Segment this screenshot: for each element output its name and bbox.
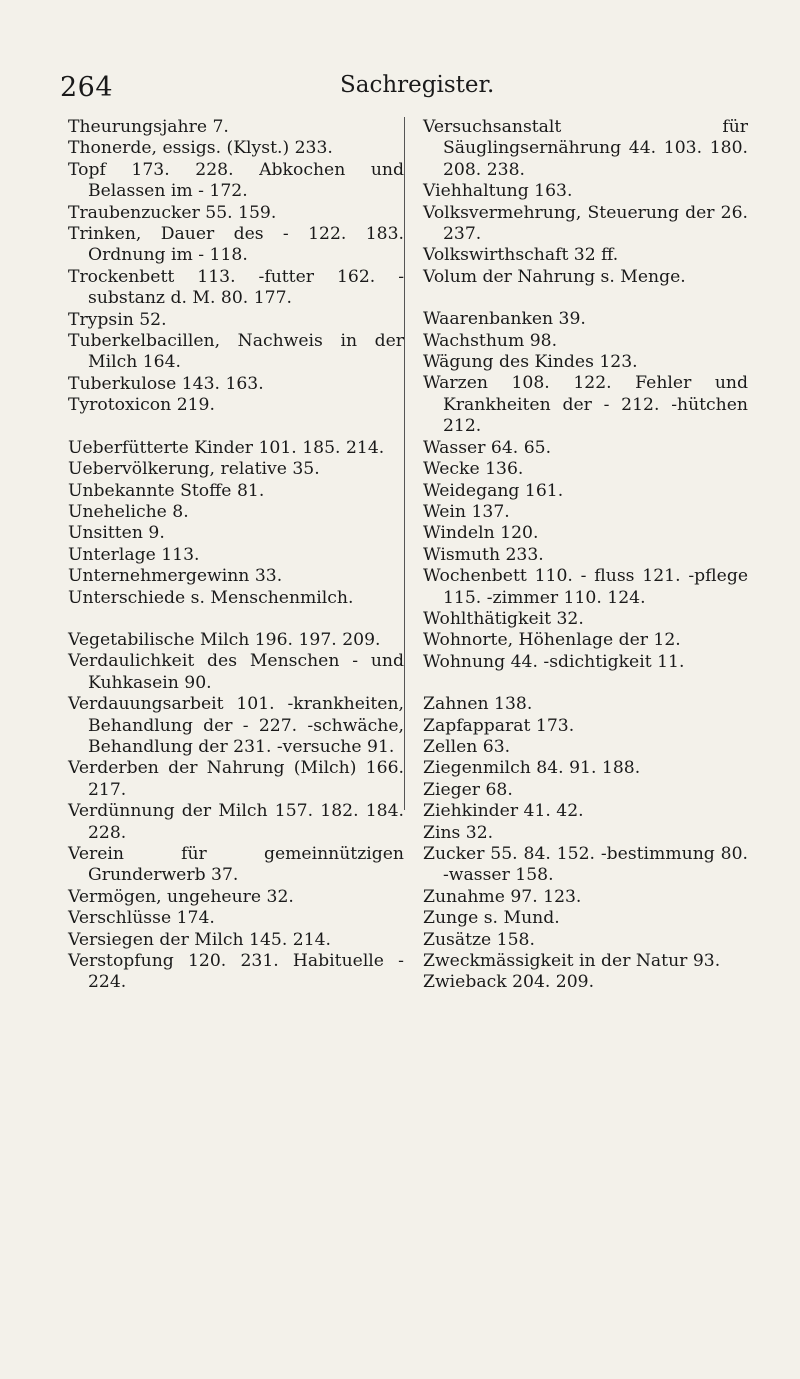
index-entry: Wohnung 44. -sdichtigkeit 11. <box>423 651 685 672</box>
index-section-v <box>68 630 404 994</box>
index-entry: Zucker 55. 84. 152. -bestimmung 80. -wasser 158. <box>423 844 748 886</box>
index-entry: Wecke 136. <box>423 459 524 480</box>
index-entry: Uebervölkerung, relative 35. <box>68 459 320 480</box>
index-entry: Weidegang 161. <box>423 480 564 501</box>
index-entry: Zahnen 138. <box>423 694 533 715</box>
index-entry: Vermögen, ungeheure 32. <box>68 886 294 907</box>
index-entry: Verschlüsse 174. <box>68 908 215 929</box>
index-entry: Trinken, Dauer des - 122. 183. Ordnung im - 118. <box>68 224 404 266</box>
index-entry: Versiegen der Milch 145. 214. <box>68 929 332 950</box>
index-section-z <box>423 694 748 994</box>
column-divider <box>404 117 405 810</box>
index-entry: Wohnorte, Höhenlage der 12. <box>423 630 681 651</box>
page-number: 264 <box>60 72 114 103</box>
index-entry: Waarenbanken 39. <box>423 309 586 330</box>
index-entry: Wasser 64. 65. <box>423 437 552 458</box>
index-entry: Ziegenmilch 84. 91. 188. <box>423 758 641 779</box>
index-entry: Wachsthum 98. <box>423 330 558 351</box>
index-column-right <box>423 117 748 1015</box>
index-entry: Topf 173. 228. Abkochen und Belassen im - 172. <box>68 159 404 202</box>
index-entry: Zunge s. Mund. <box>423 908 560 929</box>
index-entry: Tyrotoxicon 219. <box>68 395 215 416</box>
index-entry: Unternehmergewinn 33. <box>68 566 283 587</box>
index-entry: Tuberkulose 143. 163. <box>68 373 264 394</box>
index-entry: Wismuth 233. <box>423 544 544 565</box>
index-entry: Wein 137. <box>423 501 510 522</box>
page-header <box>60 72 740 112</box>
index-entry: Volksvermehrung, Steuerung der 26. 237. <box>423 202 748 245</box>
index-entry: Vegetabilische Milch 196. 197. 209. <box>68 629 381 650</box>
index-entry: Trockenbett 113. -futter 162. -substanz d. M. 80. 177. <box>68 266 404 309</box>
index-entry: Unsitten 9. <box>68 523 165 544</box>
index-entry: Wochenbett 110. - fluss 121. -pflege 115. -zimmer 110. 124. <box>423 566 748 608</box>
index-entry: Uneheliche 8. <box>68 501 189 522</box>
index-entry: Volkswirthschaft 32 ff. <box>423 245 619 266</box>
index-entry: Viehhaltung 163. <box>423 181 573 202</box>
index-entry: Zusätze 158. <box>423 929 535 950</box>
index-entry: Zieger 68. <box>423 779 513 800</box>
index-section-v-cont <box>423 117 748 288</box>
index-entry: Verstopfung 120. 231. Habituelle - 224. <box>68 951 404 993</box>
index-entry: Ziehkinder 41. 42. <box>423 801 584 822</box>
index-entry: Verdünnung der Milch 157. 182. 184. 228. <box>68 801 404 843</box>
index-entry: Warzen 108. 122. Fehler und Krankheiten der - 212. -hütchen 212. <box>423 373 748 437</box>
index-entry: Volum der Nahrung s. Menge. <box>423 266 686 287</box>
index-entry: Unbekannte Stoffe 81. <box>68 480 265 501</box>
index-entry: Verein für gemeinnützigen Grunderwerb 37. <box>68 844 404 886</box>
index-entry: Tuberkelbacillen, Nachweis in der Milch 164. <box>68 331 404 373</box>
index-section-u <box>68 438 404 609</box>
running-title: Sachregister. <box>340 72 495 98</box>
index-section-t <box>68 117 404 417</box>
index-section-w <box>423 309 748 673</box>
index-entry: Traubenzucker 55. 159. <box>68 202 277 223</box>
index-entry: Verderben der Nahrung (Milch) 166. 217. <box>68 758 404 800</box>
index-entry: Windeln 120. <box>423 523 539 544</box>
index-entry: Verdaulichkeit des Menschen - und Kuhkasein 90. <box>68 651 404 693</box>
index-entry: Wägung des Kindes 123. <box>423 352 638 373</box>
index-entry: Wohlthätigkeit 32. <box>423 608 584 629</box>
index-entry: Zunahme 97. 123. <box>423 886 582 907</box>
index-entry: Zellen 63. <box>423 736 511 757</box>
index-entry: Zapfapparat 173. <box>423 715 575 736</box>
index-entry: Theurungsjahre 7. <box>68 117 229 137</box>
index-entry: Zwieback 204. 209. <box>423 972 595 993</box>
index-entry: Ueberfütterte Kinder 101. 185. 214. <box>68 437 385 458</box>
index-entry: Unterlage 113. <box>68 544 200 565</box>
index-column-left <box>68 117 404 1015</box>
index-entry: Unterschiede s. Menschenmilch. <box>68 587 354 608</box>
index-entry: Verdauungsarbeit 101. -krankheiten, Behandlung der - 227. -schwäche, Behandlung der 231. -versuche 91. <box>68 694 404 757</box>
index-entry: Versuchsanstalt für Säuglingsernährung 44. 103. 180. 208. 238. <box>423 117 748 180</box>
index-entry: Zweckmässigkeit in der Natur 93. <box>423 951 721 972</box>
index-entry: Thonerde, essigs. (Klyst.) 233. <box>68 138 333 159</box>
index-entry: Trypsin 52. <box>68 309 167 330</box>
index-entry: Zins 32. <box>423 822 494 843</box>
